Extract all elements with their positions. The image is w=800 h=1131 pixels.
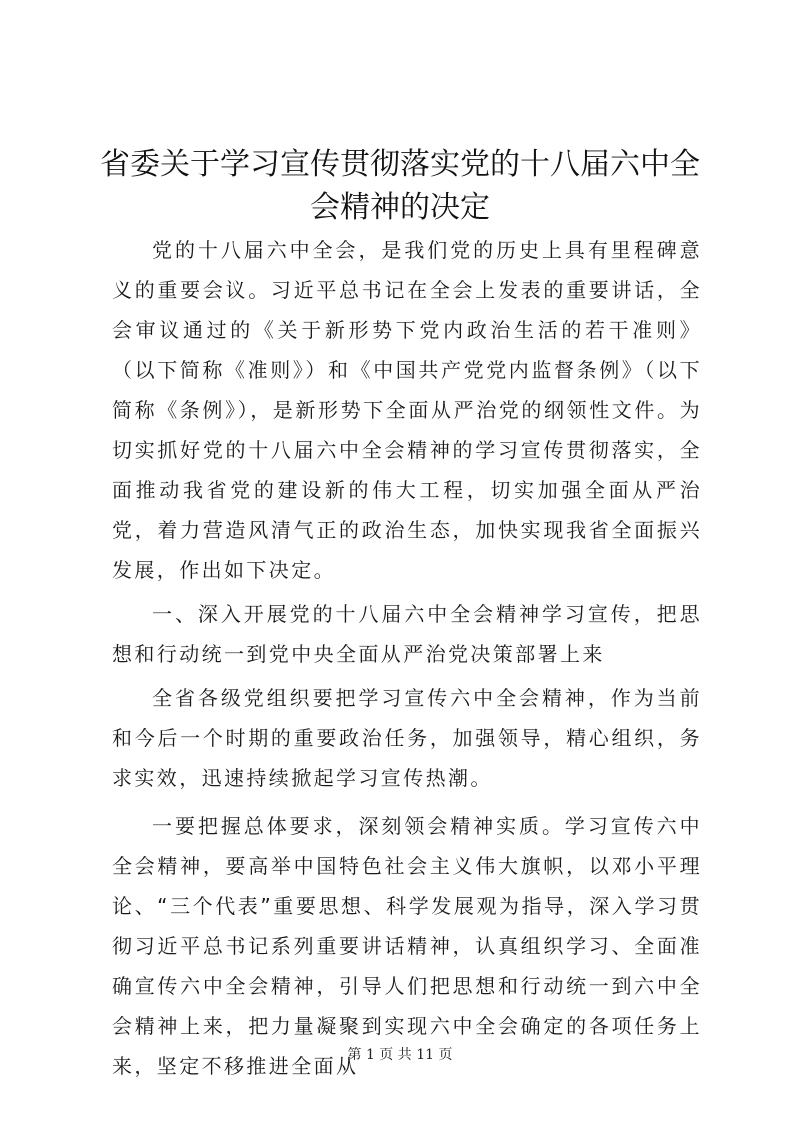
document-body (112, 230, 702, 1090)
paragraph-section-heading: 一、深入开展党的十八届六中全会精神学习宣传，把思想和行动统一到党中央全面从严治党决策部署上来 (112, 602, 702, 666)
paragraph-requirement: 一要把握总体要求，深刻领会精神实质。学习宣传六中全会精神，要高举中国特色社会主义伟大旗帜，以邓小平理论、“三个代表”重要思想、科学发展观为指导，深入学习贯彻习近平总书记系列重要讲话精神，认真组织学习、全面准确宣传六中全会精神，引导人们把思想和行动统一到六中全会精神上来，把力量凝聚到实现六中全会确定的各项任务上来，坚定不移推进全面从 (112, 814, 702, 1078)
paragraph-section-body: 全省各级党组织要把学习宣传六中全会精神，作为当前和今后一个时期的重要政治任务，加强领导，精心组织，务求实效，迅速持续掀起学习宣传热潮。 (112, 686, 702, 790)
document-title: 省委关于学习宣传贯彻落实党的十八届六中全会精神的决定 (100, 147, 700, 225)
page-number-footer: 第 1 页 共 11 页 (347, 1047, 453, 1063)
paragraph-intro: 党的十八届六中全会，是我们党的历史上具有里程碑意义的重要会议。习近平总书记在全会上发表的重要讲话，全会审议通过的《关于新形势下党内政治生活的若干准则》（以下简称《准则》）和《中国共产党党内监督条例》（以下简称《条例》），是新形势下全面从严治党的纲领性文件。为切实抓好党的十八届六中全会精神的学习宣传贯彻落实，全面推动我省党的建设新的伟大工程，切实加强全面从严治党，着力营造风清气正的政治生态，加快实现我省全面振兴发展，作出如下决定。 (112, 238, 702, 582)
